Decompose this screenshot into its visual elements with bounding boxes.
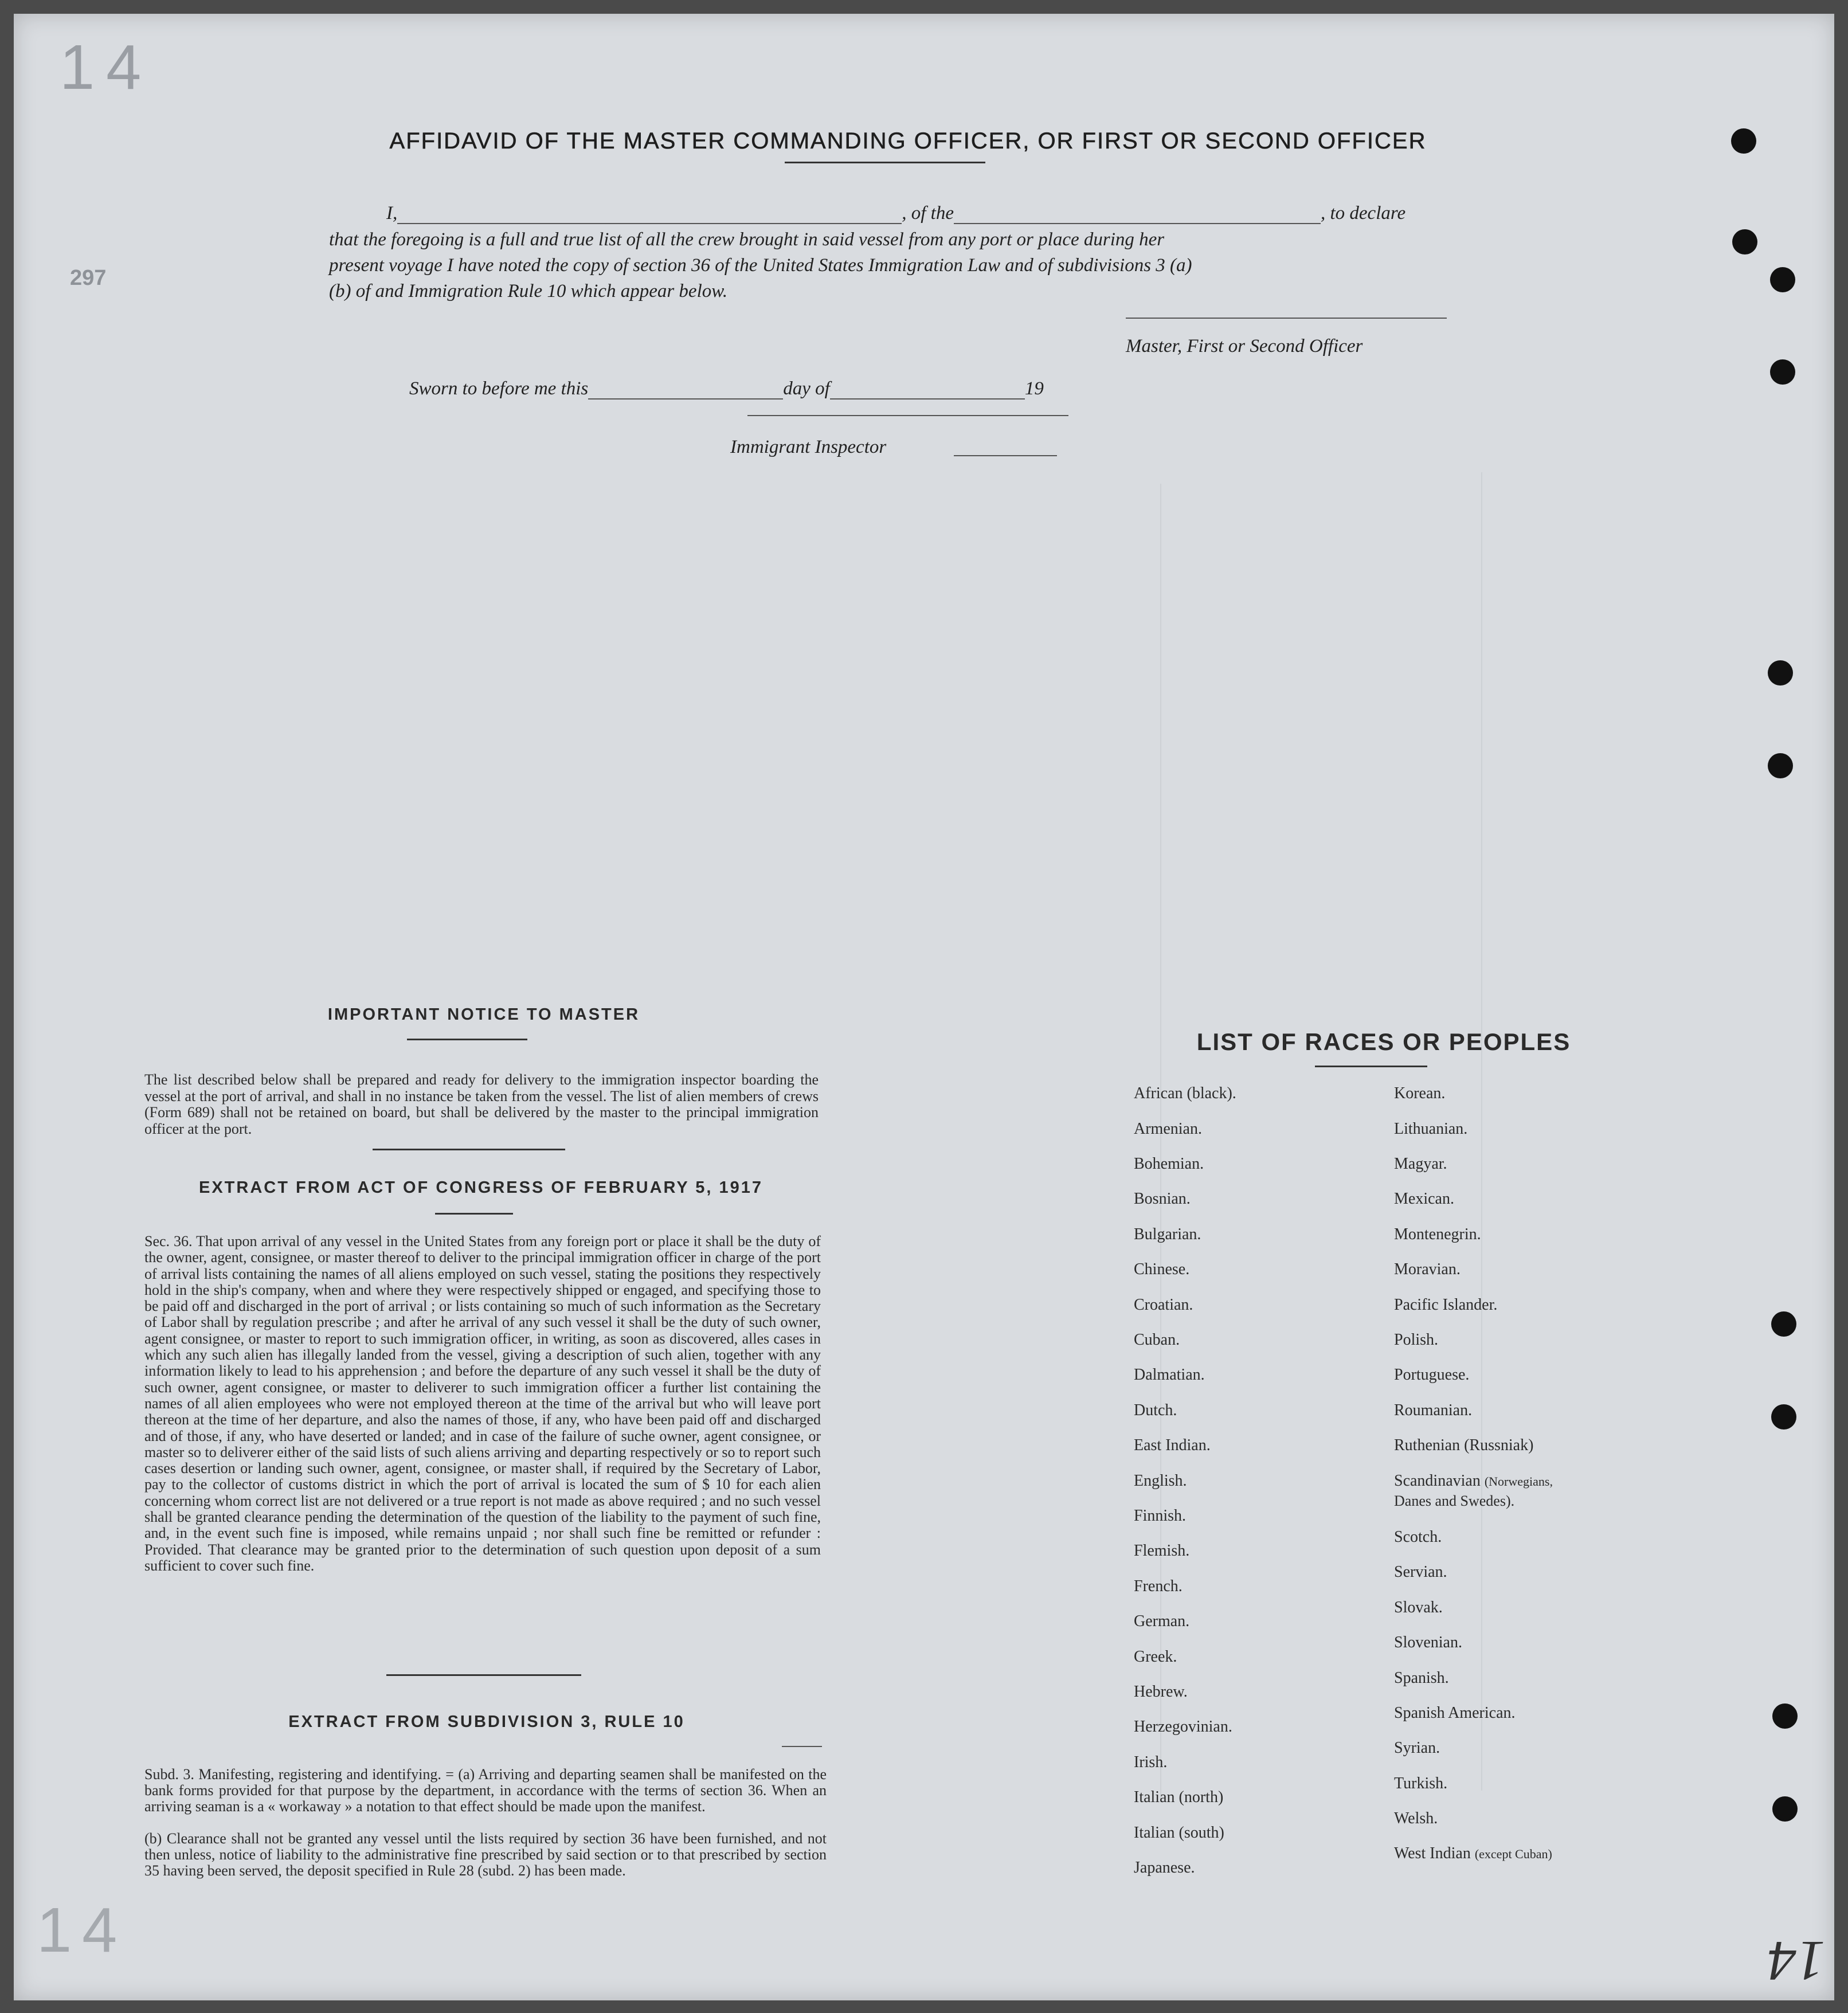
race-item: Slovenian.	[1394, 1634, 1462, 1651]
declaration-line-1	[386, 203, 1405, 224]
signature-line[interactable]	[1126, 318, 1447, 319]
race-item-scandinavian	[1394, 1472, 1553, 1490]
race-note: (except Cuban)	[1474, 1847, 1552, 1861]
race-item: Irish.	[1134, 1753, 1168, 1771]
race-item: German.	[1134, 1612, 1190, 1630]
affidavit-title: AFFIDAVID OF THE MASTER COMMANDING OFFICER, OR FIRST OR SECOND OFFICER	[389, 128, 1427, 154]
race-item: Flemish.	[1134, 1542, 1190, 1560]
rule-divider	[782, 1746, 822, 1747]
race-label: West Indian	[1394, 1844, 1471, 1862]
race-item: Slovak.	[1394, 1599, 1443, 1616]
race-item: Japanese.	[1134, 1859, 1195, 1877]
notice-divider	[407, 1039, 527, 1040]
race-item: English.	[1134, 1472, 1187, 1490]
race-item: Ruthenian (Russniak)	[1394, 1436, 1534, 1454]
race-item: Magyar.	[1394, 1155, 1447, 1173]
race-item: Hebrew.	[1134, 1683, 1188, 1701]
race-item: Servian.	[1394, 1563, 1447, 1581]
races-title: LIST OF RACES OR PEOPLES	[1196, 1028, 1571, 1055]
year-prefix: 19	[1024, 378, 1044, 399]
punch-hole	[1732, 229, 1757, 254]
race-item: Spanish.	[1394, 1669, 1449, 1687]
page-number-side: 297	[70, 266, 107, 290]
declaration-line-4: (b) of and Immigration Rule 10 which appear below.	[329, 281, 728, 301]
race-item: Korean.	[1394, 1084, 1446, 1102]
rule-text-a: Subd. 3. Manifesting, registering and identifying. = (a) Arriving and departing seamen shall be manifested on the bank forms provided for that purpose by the department, in accordance with the terms of section 36. When an arriving seaman is a « workaway » a notation to that effect should be made upon the manifest.	[144, 1766, 827, 1815]
declaration-to-declare: , to declare	[1320, 203, 1406, 224]
race-item: Herzegovinian.	[1134, 1718, 1232, 1736]
punch-hole	[1768, 753, 1793, 778]
sworn-text: Sworn to before me this	[409, 378, 589, 399]
inspector-label: Immigrant Inspector	[730, 437, 887, 457]
punch-hole	[1731, 128, 1756, 154]
sworn-month-field[interactable]	[830, 379, 1025, 400]
race-item: Mexican.	[1394, 1190, 1454, 1208]
punch-hole	[1771, 1311, 1796, 1337]
race-item: French.	[1134, 1577, 1183, 1595]
inspector-field[interactable]	[954, 455, 1057, 456]
race-item: Polish.	[1394, 1331, 1439, 1349]
inspector-signature-line[interactable]	[747, 415, 1068, 416]
punch-hole	[1772, 1703, 1798, 1729]
punch-hole	[1771, 1404, 1796, 1430]
vessel-field[interactable]	[954, 203, 1321, 224]
act-extract-title: EXTRACT FROM ACT OF CONGRESS OF FEBRUARY 5, 1917	[198, 1178, 764, 1197]
page-number-bottom-left: 14	[37, 1895, 128, 1965]
race-item: East Indian.	[1134, 1436, 1211, 1454]
rule-extract-title: EXTRACT FROM SUBDIVISION 3, RULE 10	[288, 1713, 685, 1731]
race-item: African (black).	[1134, 1084, 1236, 1102]
race-item: Lithuanian.	[1394, 1120, 1468, 1138]
race-item: Bosnian.	[1134, 1190, 1191, 1208]
race-item: Dutch.	[1134, 1401, 1177, 1419]
punch-hole	[1770, 267, 1795, 292]
race-item-west-indian	[1394, 1844, 1552, 1863]
race-item: Turkish.	[1394, 1775, 1448, 1792]
punch-hole	[1770, 359, 1795, 385]
race-item: Scotch.	[1394, 1528, 1442, 1546]
race-item: Armenian.	[1134, 1120, 1202, 1138]
race-item: Bulgarian.	[1134, 1225, 1201, 1243]
declaration-line-2: that the foregoing is a full and true list of all the crew brought in said vessel from any port or place during her	[329, 229, 1165, 250]
declaration-line-3: present voyage I have noted the copy of section 36 of the United States Immigration Law and of subdivisions 3 (a)	[329, 255, 1192, 276]
race-item: Finnish.	[1134, 1507, 1187, 1525]
race-item: Italian (south)	[1134, 1824, 1224, 1842]
sworn-day-field[interactable]	[588, 379, 783, 400]
signature-label: Master, First or Second Officer	[1126, 336, 1363, 357]
act-divider	[435, 1213, 513, 1215]
race-item: Moravian.	[1394, 1260, 1461, 1278]
rule-text-b: (b) Clearance shall not be granted any vessel until the lists required by section 36 have been furnished, and not then unless, notice of liability to the administrative fine prescribed by said section or to that prescribed by section 35 having been served, the deposit specified in Rule 28 (subd. 2) has been made.	[144, 1830, 827, 1879]
declaration-of-the: , of the	[902, 203, 954, 224]
race-item: Pacific Islander.	[1394, 1296, 1498, 1314]
race-item: Bohemian.	[1134, 1155, 1204, 1173]
races-divider	[1315, 1066, 1427, 1067]
section-divider	[386, 1674, 581, 1676]
race-note: (Norwegians,	[1484, 1474, 1553, 1489]
race-label: Scandinavian	[1394, 1472, 1481, 1490]
declaration-i: I,	[386, 203, 398, 224]
race-item: Spanish American.	[1394, 1704, 1516, 1722]
sworn-line	[409, 378, 1044, 400]
race-item: Dalmatian.	[1134, 1366, 1205, 1384]
page-number-top: 14	[60, 32, 153, 103]
race-note-continued: Danes and Swedes).	[1394, 1493, 1515, 1509]
race-item: Greek.	[1134, 1648, 1177, 1666]
race-item: Welsh.	[1394, 1810, 1438, 1827]
handwritten-number: 14	[1768, 1929, 1825, 1993]
punch-hole	[1768, 660, 1793, 686]
day-of-text: day of	[783, 378, 830, 399]
document-page	[14, 14, 1834, 2000]
race-item: Montenegrin.	[1394, 1225, 1481, 1243]
bleed-through-column	[1160, 484, 1161, 1802]
act-extract-text: Sec. 36. That upon arrival of any vessel in the United States from any foreign port or place it shall be the duty of the owner, agent, consignee, or master thereof to deliver to the principal immigration officer in charge of the port of arrival lists containing the names of all aliens employed on such vessel, stating the positions they respectively hold in the ship's company, when and where they were respectively shipped or engaged, and specifying those to be paid off and discharged in the port of arrival ; or lists containing so much of such information as the Secretary of Labor shall by regulation prescribe ; and after he arrival of any such vessel it shall be the duty of such owner, agent consignee, or master to report to such immigration officer, in writing, as soon as discovered, alles cases in which any such alien has illegally landed from the vessel, giving a description of such alien, together with any information likely to lead to his apprehension ; and before the departure of any such vessel it shall be the duty of such owner, agent consignee, or master to deliverer to such immigration officer a further list containing the names of all alien employees who were not employed thereon at the time of the arrival but who will leave port thereon at the time of her departure, and also the names of those, if any, who have been paid off and discharged and of those, if any, who have deserted or landed; and in case of the failure of suche owner, agent consignee, or master so to deliverer either of the said lists of such aliens arriving and departing respectively or so to report such cases desertion or landing such owner, agent, consignee, or master shall, if required by the Secretary of Labor, pay to the collector of customs district in which the port of arrival is located the sum of $ 10 for each alien concerning whom correct list are not delivered or a true report is not made as above required ; and no such vessel shall be granted clearance pending the determination of the question of the liability to the payment of such fine, and, in the event such fine is imposed, while remains unpaid ; nor shall such fine be remitted or refunder : Provided. That clearance may be granted prior to the determination of such question upon deposit of a sum sufficient to cover such fine.	[144, 1233, 821, 1574]
punch-hole	[1772, 1796, 1798, 1822]
race-item: Chinese.	[1134, 1260, 1190, 1278]
notice-text: The list described below shall be prepared and ready for delivery to the immigration inspector boarding the vessel at the port of arrival, and shall in no instance be taken from the vessel. The list of alien members of crews (Form 689) shall not be retained on board, but shall be delivered by the master to the principal immigration officer at the port.	[144, 1071, 819, 1137]
race-item: Roumanian.	[1394, 1401, 1473, 1419]
race-item: Syrian.	[1394, 1739, 1440, 1757]
section-divider	[373, 1149, 565, 1150]
race-item: Croatian.	[1134, 1296, 1193, 1314]
title-divider	[785, 162, 985, 163]
race-item: Portuguese.	[1394, 1366, 1470, 1384]
race-item: Italian (north)	[1134, 1788, 1224, 1806]
bleed-through-column	[1481, 472, 1551, 1791]
name-field[interactable]	[397, 203, 902, 224]
notice-title: IMPORTANT NOTICE TO MASTER	[327, 1005, 640, 1024]
race-item: Cuban.	[1134, 1331, 1180, 1349]
